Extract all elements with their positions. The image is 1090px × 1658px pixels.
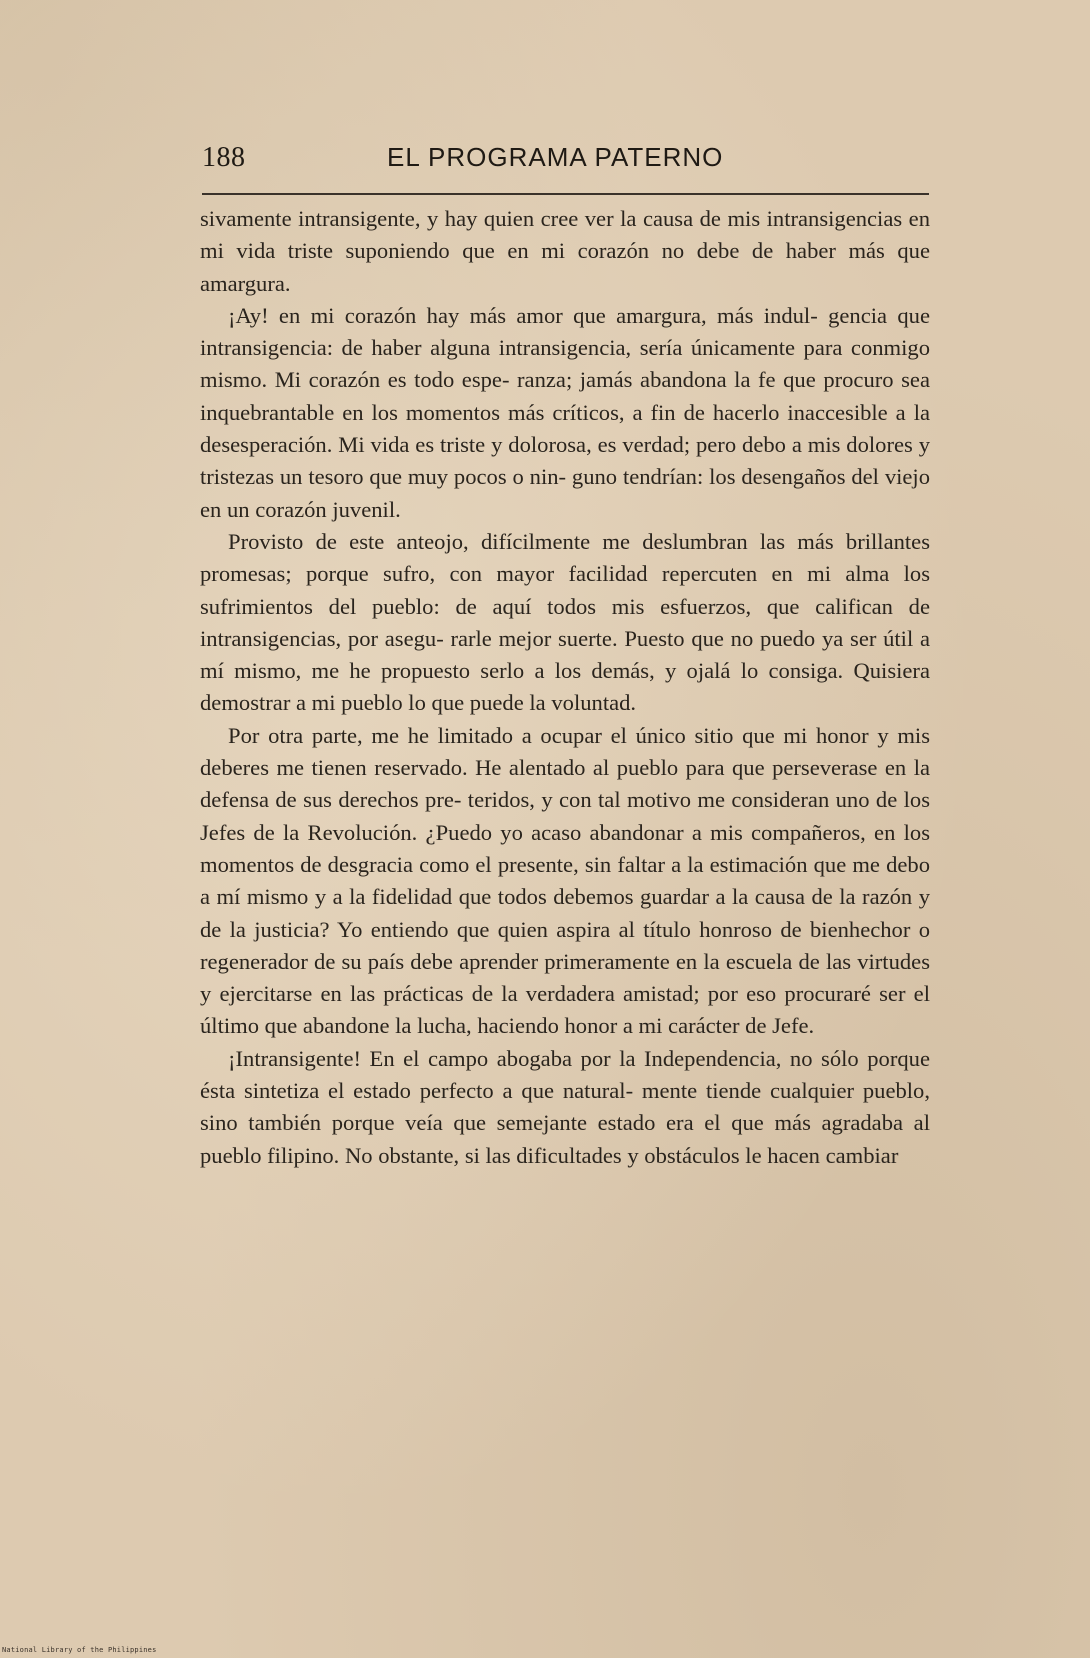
paragraph-1: sivamente intransigente, y hay quien cree ver la causa de mis intransigencias en mi vida triste suponiendo que en mi corazón no debe de haber más que amargura. xyxy=(200,206,930,296)
header-rule xyxy=(202,193,929,195)
paragraph-2: ¡Ay! en mi corazón hay más amor que amargura, más indul- gencia que intransigencia: de haber alguna intransigencia, sería únicamente para conmigo mismo. Mi corazón es todo espe- ranza; jamás abandona la fe que procuro sea inquebrantable en los momentos más críticos, a fin de hacerlo inaccesible a la desesperación. Mi vida es triste y dolorosa, es verdad; pero debo a mis dolores y tristezas un tesoro que muy pocos o nin- guno tendrían: los desengaños del viejo en un corazón juvenil. xyxy=(200,302,930,522)
paragraph-3: Provisto de este anteojo, difícilmente me deslumbran las más brillantes promesas; porque sufro, con mayor facilidad repercuten en mi alma los sufrimientos del pueblo: de aquí todos mis esfuerzos, que califican de intransigencias, por asegu- rarle mejor suerte. Puesto que no puedo ya ser útil a mí mismo, me he propuesto serlo a los demás, y ojalá lo consiga. Quisiera demostrar a mi pueblo lo que puede la voluntad. xyxy=(200,528,930,716)
page-number: 188 xyxy=(202,142,246,173)
paragraph-4: Por otra parte, me he limitado a ocupar el único sitio que mi honor y mis deberes me tienen reservado. He alentado al pueblo para que perseverase en la defensa de sus derechos pre- teridos, y con tal motivo me consideran uno de los Jefes de la Revolución. ¿Puedo yo acaso abandonar a mis compañeros, en los momentos de desgracia como el presente, sin faltar a la estimación que me debo a mí mismo y a la fidelidad que todos debemos guardar a la causa de la razón y de la justicia? Yo entiendo que quien aspira al título honroso de bienhechor o regenerador de su país debe aprender primeramente en la escuela de las virtudes y ejercitarse en las prácticas de la verdadera amistad; por eso procuraré ser el último que abandone la lucha, haciendo honor a mi carácter de Jefe. xyxy=(200,722,930,1039)
running-title: EL PROGRAMA PATERNO xyxy=(387,142,724,172)
running-head xyxy=(202,142,929,182)
library-credit: National Library of the Philippines xyxy=(2,1646,157,1654)
paragraph-5: ¡Intransigente! En el campo abogaba por la Independencia, no sólo porque ésta sintetiza el estado perfecto a que natural- mente tiende cualquier pueblo, sino también porque veía que semejante estado era el que más agradaba al pueblo filipino. No obstante, si las dificultades y obstáculos le hacen cambiar xyxy=(200,1045,930,1168)
body-text xyxy=(200,203,930,1172)
